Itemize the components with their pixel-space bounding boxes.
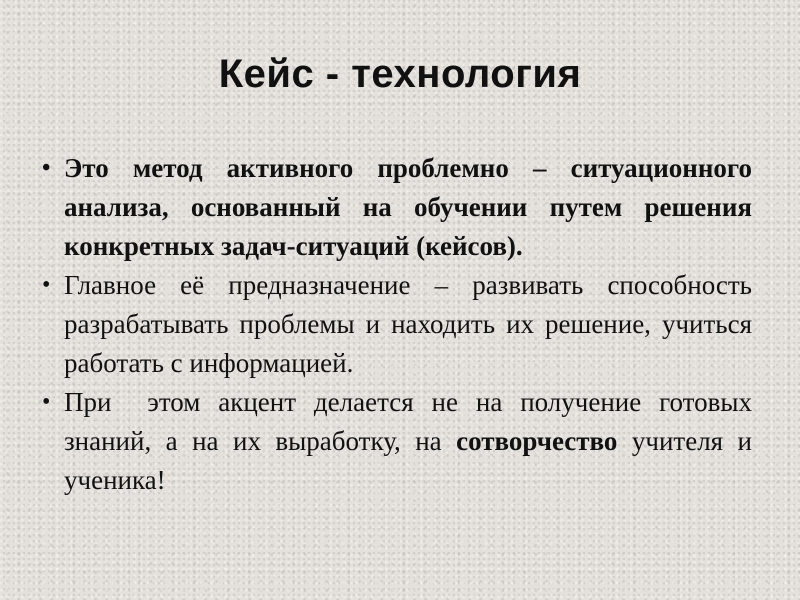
bullet-text: Это метод активного проблемно – ситуационного анализа, основанный на обучении путем решения конкретных задач-ситуаций (кейсов).: [64, 153, 752, 261]
bullet-marker: •: [42, 155, 51, 181]
bullet-item-emphasis: [40, 383, 759, 500]
slide-title: Кейс - технология: [218, 52, 582, 96]
bullet-text-before: При этом акцент делается не на получение готовых знаний, а на их выработку, на: [64, 387, 759, 456]
bullet-item-purpose: [40, 266, 752, 383]
bullet-text-after: учителя и ученика!: [64, 426, 752, 495]
bullet-text: Главное её предназначение – развивать способность разрабатывать проблемы и находить их решение, учиться работать с информацией.: [64, 270, 752, 378]
bullet-marker: •: [42, 389, 51, 415]
bullet-item-definition: [40, 149, 752, 266]
bullet-list: [40, 149, 759, 500]
bullet-text-bold: сотворчество: [456, 426, 618, 456]
bullet-marker: •: [42, 272, 51, 298]
